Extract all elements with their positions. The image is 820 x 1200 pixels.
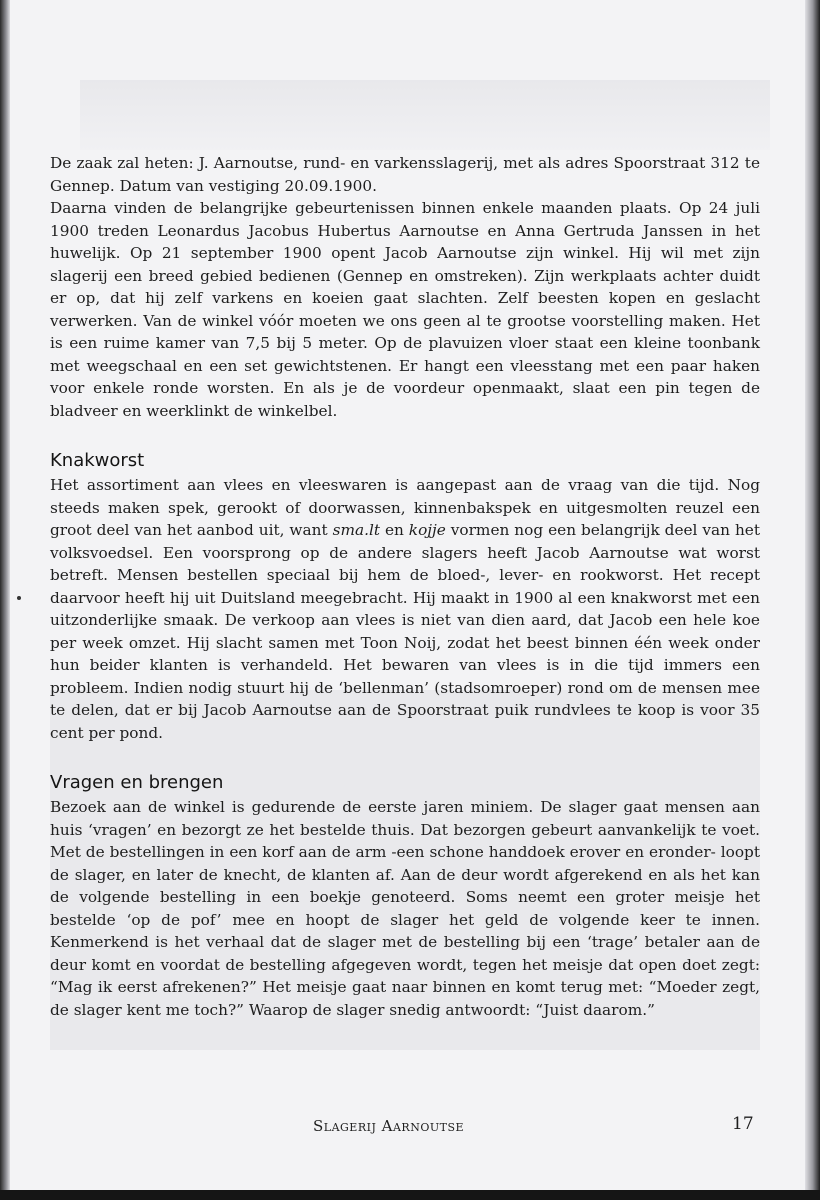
knakworst-text-b: en xyxy=(380,521,409,539)
heading-vragen-en-brengen: Vragen en brengen xyxy=(50,772,224,793)
intro-paragraph-1: De zaak zal heten: J. Aarnoutse, rund- en varkensslagerij, met als adres Spoorstraat 312 te Gennep. Datum van vestiging 20.09.1900. xyxy=(50,154,760,195)
intro-paragraph-2: Daarna vinden de belangrijke gebeurtenissen binnen enkele maanden plaats. Op 24 juli 1900 treden Leonardus Jacobus Hubertus Aarnoutse en Anna Gertruda Janssen in het huwelijk. Op 21 september 1900 opent Jacob Aarnoutse zijn winkel. Hij wil met zijn slagerij een breed gebied bedienen (Gennep en omstreken). Zijn werkplaats achter duidt er op, dat hij zelf varkens en koeien gaat slachten. Zelf beesten kopen en geslacht verwerken. Van de winkel vóór moeten we ons geen al te grootse voorstelling maken. Het is een ruime kamer van 7,5 bij 5 meter. Op de plavuizen vloer staat een kleine toonbank met weegschaal en een set gewichtstenen. Er hangt een vleesstang met een paar haken voor enkele ronde worsten. En als je de voordeur openmaakt, slaat een pin tegen de bladveer en weerklinkt de winkelbel. xyxy=(50,199,760,420)
knakworst-text-c: vormen nog een belangrijk deel van het volksvoedsel. Een voorsprong op de andere slagers heeft Jacob Aarnoutse wat worst betreft. Mensen bestellen speciaal bij hem de bloed-, lever- en rookworst. Het recept daarvoor heeft hij uit Duitsland meegebracht. Hij maakt in 1900 al een knakworst met een uitzonderlijke smaak. De verkoop aan vlees is niet van dien aard, dat Jacob een hele koe per week omzet. Hij slacht samen met Toon Noij, zodat het beest binnen één week onder hun beider klanten is verhandeld. Het bewaren van vlees is in die tijd immers een probleem. Indien nodig stuurt hij de ‘bellenman’ (stadsomroeper) rond om de mensen mee te delen, dat er bij Jacob Aarnoutse aan de Spoorstraat puik rundvlees te koop is voor 35 cent per pond. xyxy=(50,521,761,742)
running-footer-title: Slagerij Aarnoutse xyxy=(313,1117,465,1135)
paragraph-vragen-en-brengen: Bezoek aan de winkel is gedurende de eerste jaren miniem. De slager gaat mensen aan huis ‘vragen’ en bezorgt ze het bestelde thuis. Dat bezorgen gebeurt aanvankelijk te voet. Met de bestellingen in een korf aan de arm -een schone handdoek erover en eronder- loopt de slager, en later de knecht, de klanten af. Aan de deur wordt afgerekend en als het kan de volgende bestelling in een boekje genoteerd. Soms neemt een groter meisje het bestelde ‘op de pof’ mee en hoopt de slager het geld de volgende keer te innen. Kenmerkend is het verhaal dat de slager met de bestelling bij een ‘trage’ betaler aan de deur komt en voordat de bestelling afgegeven wordt, tegen het meisje dat open doet zegt: “Mag ik eerst afrekenen?” Het meisje gaat naar binnen en komt terug met: “Moeder zegt, de slager kent me toch?” Waarop de slager snedig antwoordt: “Juist daarom.” xyxy=(50,798,760,1019)
book-page xyxy=(10,0,810,1190)
page-number: 17 xyxy=(732,1114,754,1134)
margin-dot xyxy=(17,596,21,600)
page-bottom-edge xyxy=(0,1190,820,1200)
term-kojje: kojje xyxy=(408,521,446,539)
term-smalt: sma.lt xyxy=(332,521,380,539)
heading-knakworst: Knakworst xyxy=(50,450,145,471)
paragraph-knakworst xyxy=(50,474,760,744)
book-spine-shadow xyxy=(0,0,10,1200)
page-right-edge xyxy=(805,0,820,1200)
page-body xyxy=(50,152,760,1021)
show-through-header xyxy=(80,80,770,150)
knakworst-text-a: Het assortiment aan vlees en vleeswaren is aangepast aan de vraag van die tijd. Nog steeds maken spek, gerookt of doorwassen, kinnenbakspek en uitgesmolten reuzel een groot deel van het aanbod uit, want xyxy=(50,476,760,539)
